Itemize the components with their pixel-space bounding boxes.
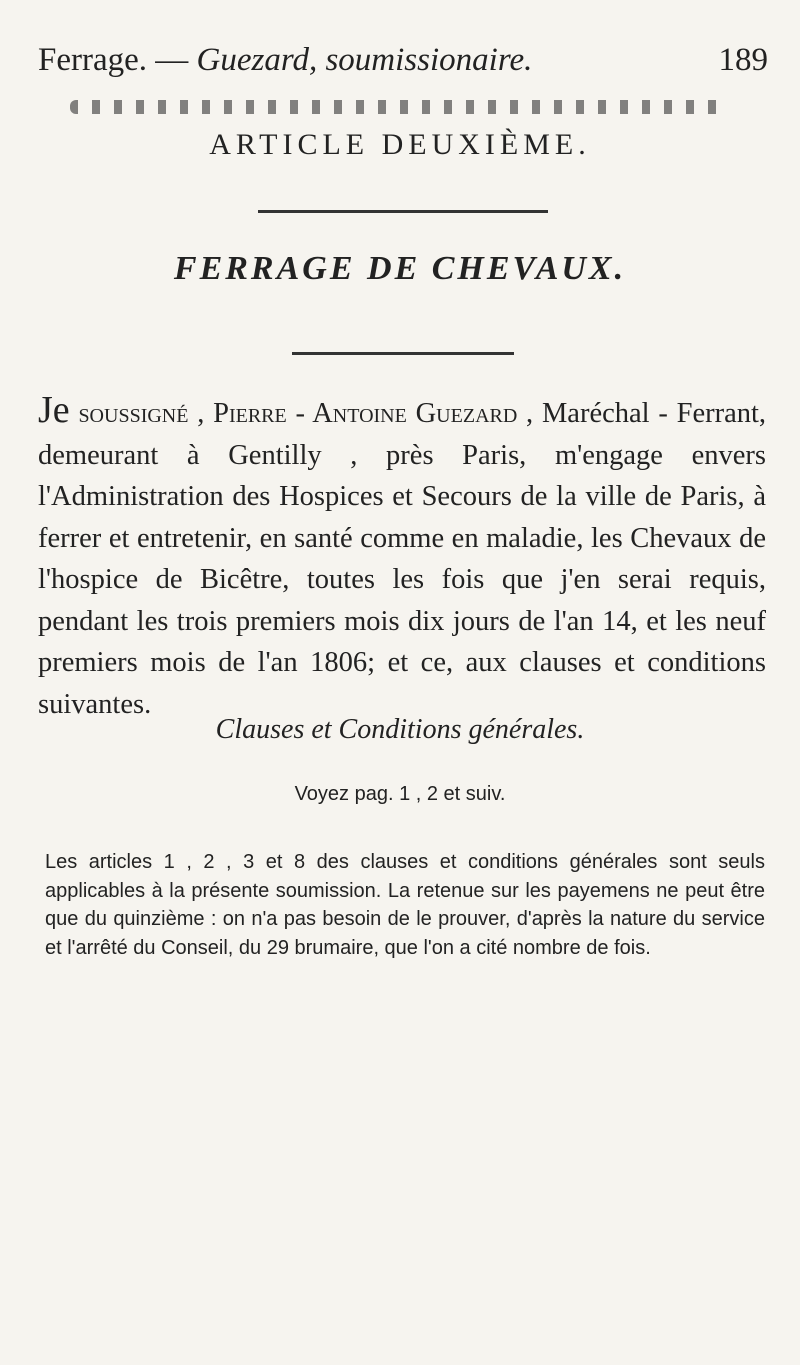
header-middle: Guezard, soumissionaire. [196, 42, 533, 78]
section-title: FERRAGE DE CHEVAUX. [173, 250, 627, 287]
note-paragraph: Les articles 1 , 2 , 3 et 8 des clauses et conditions générales sont seuls applicables à la présente soumission. La retenue sur les payemens ne peut être que du quinzième : on n'a pas besoin de le prouver, d'après la nature du service et l'arrêté du Conseil, du 29 brumaire, que l'on a cité nombre de fois. [45, 851, 765, 959]
signatory: soussigné , Pierre - Antoine Guezard , [78, 398, 534, 429]
header-left: Ferrage. — [38, 42, 189, 78]
running-header [38, 42, 768, 79]
page-number: 189 [718, 42, 768, 78]
body-text: Maréchal - Ferrant, demeurant à Gentilly , près Paris, m'engage envers l'Administration des Hospices et Secours de la ville de Paris, à ferrer et entretenir, en santé comme en maladie, les Chevaux de l'hospice de Bicêtre, toutes les fois que j'en serai requis, pendant les trois premiers mois dix jours de l'an 14, et les neuf premiers mois de l'an 1806; et ce, aux clauses et conditions suivantes. [38, 398, 767, 720]
article-title: ARTICLE DEUXIÈME. [209, 128, 591, 161]
clauses-title: Clauses et Conditions générales. [215, 714, 585, 745]
cross-reference: Voyez pag. 1 , 2 et suiv. [294, 783, 506, 805]
body-paragraph [38, 390, 766, 725]
divider [258, 210, 548, 213]
ornament-divider [70, 100, 730, 114]
drop-word: Je [38, 389, 70, 431]
divider [292, 352, 514, 355]
